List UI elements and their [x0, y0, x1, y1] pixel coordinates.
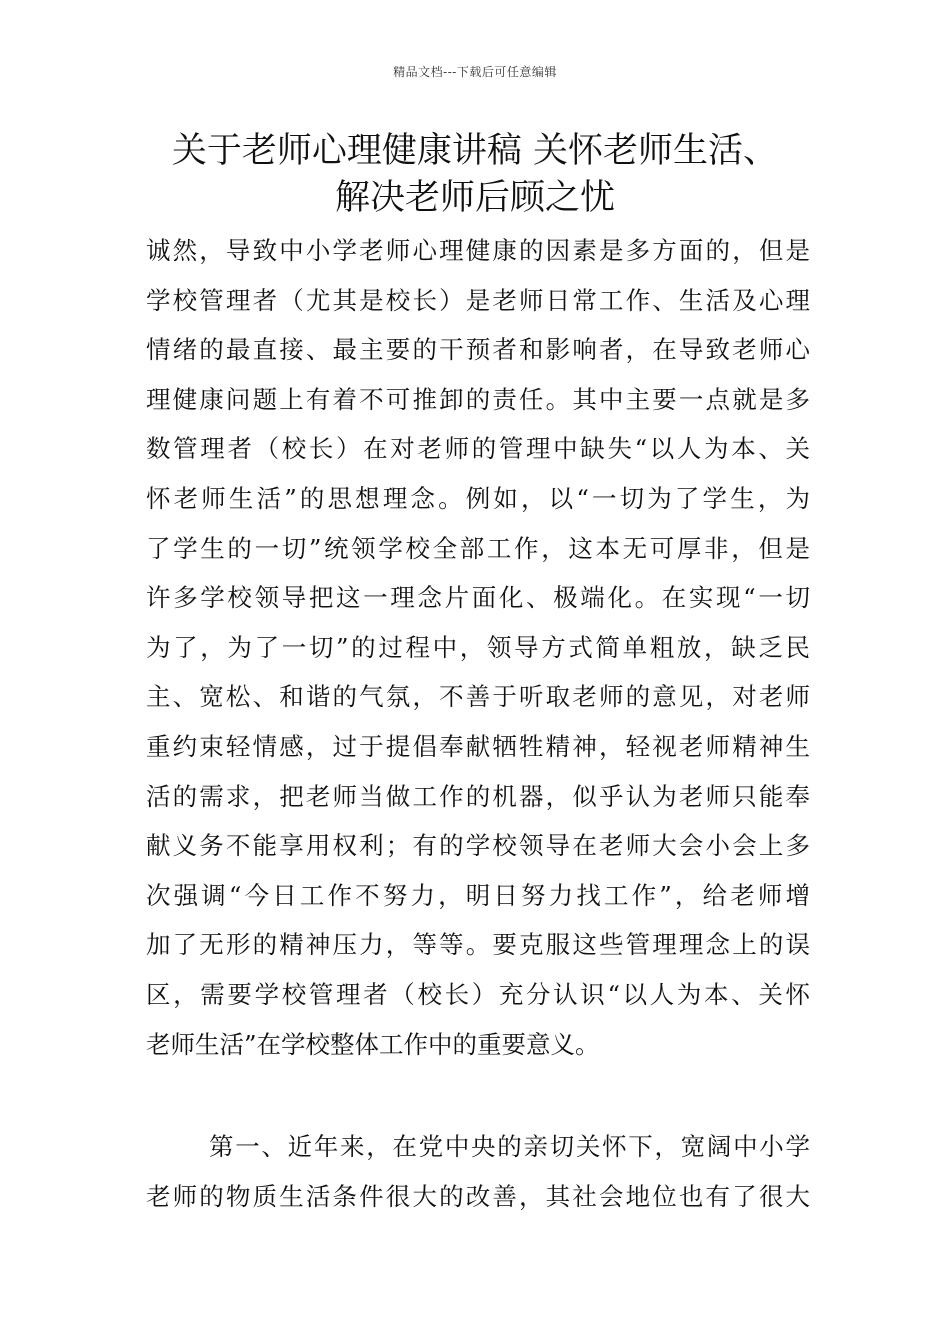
paragraph-2 [146, 1122, 810, 1221]
title-line-2: 解决老师后顾之忧 [334, 178, 615, 218]
text-line: 为了，为了一切”的过程中，领导方式简单粗放，缺乏民 [146, 632, 810, 662]
text-line: 重约束轻情感，过于提倡奉献牺牲精神，轻视老师精神生 [146, 731, 810, 761]
text-line: 怀老师生活”的思想理念。例如，以“一切为了学生，为 [146, 483, 810, 513]
text-line: 主、宽松、和谐的气氛，不善于听取老师的意见，对老师 [146, 682, 810, 712]
text-line: 老师生活”在学校整体工作中的重要意义。 [146, 1029, 600, 1059]
text-line: 学校管理者（尤其是校长）是老师日常工作、生活及心理 [146, 285, 810, 315]
text-line: 了学生的一切”统领学校全部工作，这本无可厚非，但是 [146, 533, 810, 563]
text-line: 老师的物质生活条件很大的改善，其社会地位也有了很大 [146, 1181, 810, 1211]
header-note: 精品文档---下载后可任意编辑 [393, 65, 557, 79]
title-line-1: 关于老师心理健康讲稿 关怀老师生活、 [171, 131, 779, 171]
text-line: 情绪的最直接、最主要的干预者和影响者，在导致老师心 [146, 335, 810, 365]
text-line: 第一、近年来，在党中央的亲切关怀下，宽阔中小学 [209, 1132, 810, 1161]
text-line: 献义务不能享用权利；有的学校领导在老师大会小会上多 [146, 831, 810, 861]
text-line: 理健康问题上有着不可推卸的责任。其中主要一点就是多 [146, 384, 810, 414]
paragraph-1 [146, 226, 810, 1069]
text-line: 诚然，导致中小学老师心理健康的因素是多方面的，但是 [146, 236, 810, 265]
text-line: 活的需求，把老师当做工作的机器，似乎认为老师只能奉 [146, 781, 810, 811]
text-line: 加了无形的精神压力，等等。要克服这些管理理念上的误 [146, 930, 810, 960]
text-line: 数管理者（校长）在对老师的管理中缺失“以人为本、关 [146, 434, 810, 464]
text-line: 次强调“今日工作不努力，明日努力找工作”，给老师增 [146, 880, 810, 910]
text-line: 区，需要学校管理者（校长）充分认识“以人为本、关怀 [146, 979, 810, 1009]
text-line: 许多学校领导把这一理念片面化、极端化。在实现“一切 [146, 583, 810, 613]
document-title [120, 128, 830, 222]
